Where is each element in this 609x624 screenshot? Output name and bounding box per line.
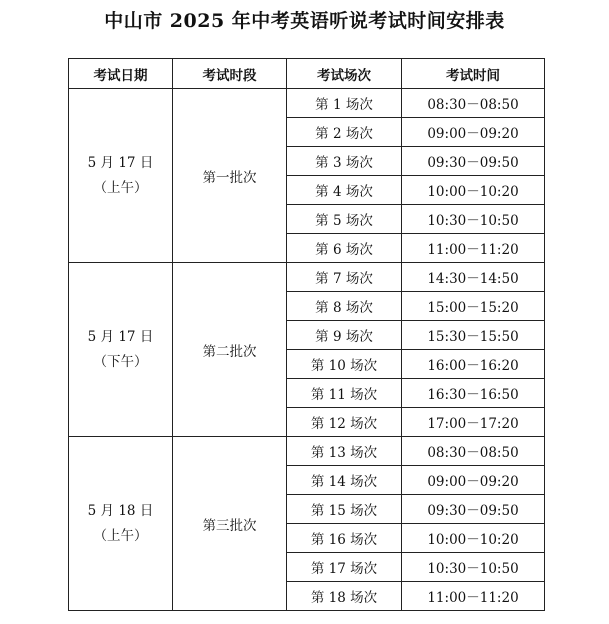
table-row <box>69 437 545 466</box>
time-cell: 09:00－09:20 <box>402 466 545 495</box>
header-exam-time: 考试时间 <box>402 59 545 89</box>
time-cell: 15:00－15:20 <box>402 292 545 321</box>
session-cell: 第 9 场次 <box>287 321 402 350</box>
time-cell: 11:00－11:20 <box>402 234 545 263</box>
schedule-table <box>68 58 545 611</box>
half-day-text: （下午） <box>93 353 148 370</box>
date-cell <box>69 263 173 437</box>
time-cell: 15:30－15:50 <box>402 321 545 350</box>
table-row <box>69 263 545 292</box>
session-cell: 第 15 场次 <box>287 495 402 524</box>
half-day-text: （上午） <box>93 527 148 544</box>
time-cell: 09:00－09:20 <box>402 118 545 147</box>
time-cell: 11:00－11:20 <box>402 582 545 611</box>
date-cell <box>69 437 173 611</box>
batch-cell: 第一批次 <box>173 89 287 263</box>
session-cell: 第 7 场次 <box>287 263 402 292</box>
session-cell: 第 1 场次 <box>287 89 402 118</box>
time-cell: 09:30－09:50 <box>402 495 545 524</box>
session-cell: 第 4 场次 <box>287 176 402 205</box>
session-cell: 第 2 场次 <box>287 118 402 147</box>
time-cell: 14:30－14:50 <box>402 263 545 292</box>
session-cell: 第 18 场次 <box>287 582 402 611</box>
table-row <box>69 89 545 118</box>
session-cell: 第 14 场次 <box>287 466 402 495</box>
date-cell <box>69 89 173 263</box>
half-day-text: （上午） <box>93 179 148 196</box>
session-cell: 第 6 场次 <box>287 234 402 263</box>
table-header-row <box>69 59 545 89</box>
header-exam-session: 考试场次 <box>287 59 402 89</box>
session-cell: 第 5 场次 <box>287 205 402 234</box>
date-text: 5 月 18 日 <box>87 502 154 519</box>
time-cell: 10:30－10:50 <box>402 553 545 582</box>
session-cell: 第 10 场次 <box>287 350 402 379</box>
session-cell: 第 8 场次 <box>287 292 402 321</box>
batch-cell: 第二批次 <box>173 263 287 437</box>
time-cell: 08:30－08:50 <box>402 437 545 466</box>
date-text: 5 月 17 日 <box>87 328 154 345</box>
session-cell: 第 17 场次 <box>287 553 402 582</box>
page-title: 中山市 2025 年中考英语听说考试时间安排表 <box>104 10 505 32</box>
time-cell: 10:30－10:50 <box>402 205 545 234</box>
session-cell: 第 11 场次 <box>287 379 402 408</box>
header-exam-period: 考试时段 <box>173 59 287 89</box>
header-exam-date: 考试日期 <box>69 59 173 89</box>
time-cell: 10:00－10:20 <box>402 524 545 553</box>
date-text: 5 月 17 日 <box>87 154 154 171</box>
time-cell: 16:00－16:20 <box>402 350 545 379</box>
session-cell: 第 12 场次 <box>287 408 402 437</box>
time-cell: 08:30－08:50 <box>402 89 545 118</box>
time-cell: 09:30－09:50 <box>402 147 545 176</box>
time-cell: 17:00－17:20 <box>402 408 545 437</box>
time-cell: 16:30－16:50 <box>402 379 545 408</box>
session-cell: 第 16 场次 <box>287 524 402 553</box>
time-cell: 10:00－10:20 <box>402 176 545 205</box>
batch-cell: 第三批次 <box>173 437 287 611</box>
session-cell: 第 13 场次 <box>287 437 402 466</box>
session-cell: 第 3 场次 <box>287 147 402 176</box>
